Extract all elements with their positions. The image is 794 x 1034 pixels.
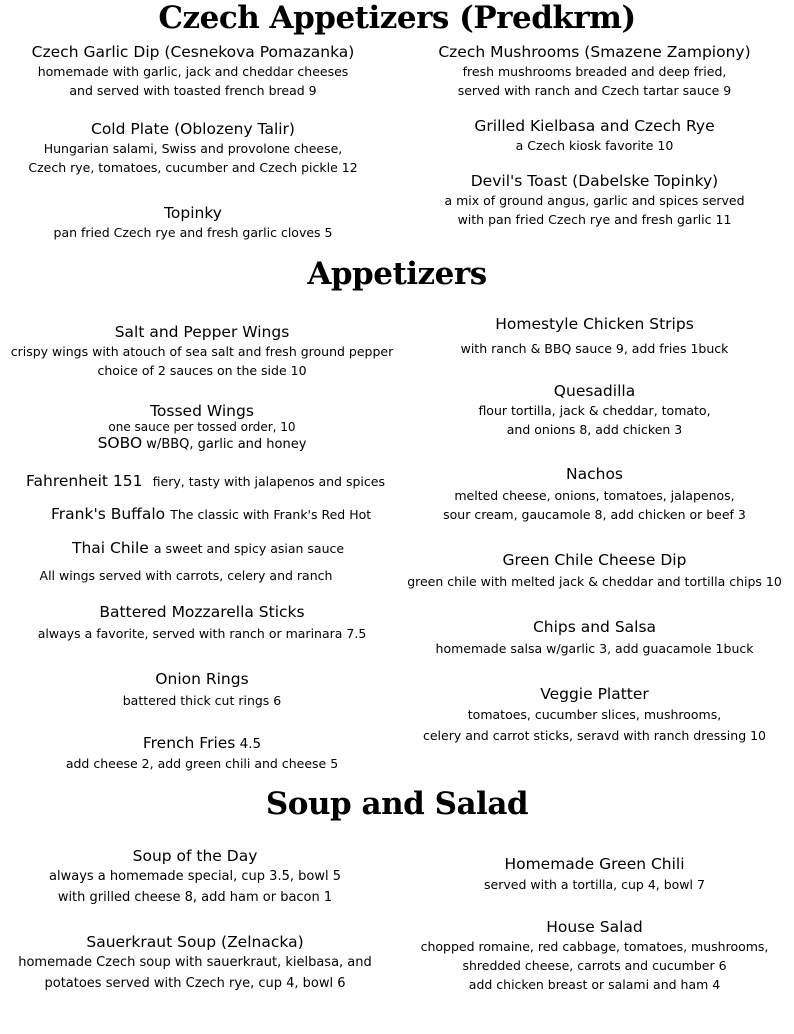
item-name: Quesadilla <box>553 382 636 400</box>
item-desc: with grilled cheese 8, add ham or bacon 1 <box>57 890 333 905</box>
item-desc: sour cream, gaucamole 8, add chicken or beef 3 <box>443 507 746 522</box>
sauce-desc: a sweet and spicy asian sauce <box>153 541 345 556</box>
item-desc: chopped romaine, red cabbage, tomatoes, mushrooms, <box>420 939 769 954</box>
sauce-name: Thai Chile <box>72 539 149 557</box>
item-name: Homemade Green Chili <box>504 855 685 873</box>
menu-item-nachos <box>395 465 794 524</box>
item-desc: battered thick cut rings 6 <box>122 693 282 708</box>
menu-item-devils-toast <box>395 172 794 229</box>
item-desc: add cheese 2, add green chili and cheese 5 <box>65 756 339 771</box>
item-desc: choice of 2 sauces on the side 10 <box>97 363 307 378</box>
item-name: Nachos <box>566 465 623 483</box>
item-desc: Hungarian salami, Swiss and provolone cheese, <box>43 141 343 156</box>
item-desc: served with ranch and Czech tartar sauce 9 <box>457 83 732 98</box>
item-desc: crispy wings with atouch of sea salt and fresh ground pepper <box>10 344 394 359</box>
sobo-line <box>0 433 404 454</box>
item-desc: homemade salsa w/garlic 3, add guacamole 1buck <box>435 641 754 656</box>
item-desc: green chile with melted jack & cheddar and tortilla chips 10 <box>407 574 782 589</box>
menu-item-soup-of-the-day <box>0 847 390 908</box>
item-desc: Czech rye, tomatoes, cucumber and Czech pickle 12 <box>28 160 358 175</box>
menu-item-onion-rings <box>0 670 404 710</box>
item-name: Czech Garlic Dip (Cesnekova Pomazanka) <box>31 43 355 61</box>
item-name: Grilled Kielbasa and Czech Rye <box>474 117 715 135</box>
item-desc: add chicken breast or salami and ham 4 <box>468 977 721 992</box>
item-desc: served with a tortilla, cup 4, bowl 7 <box>484 877 705 892</box>
item-desc: melted cheese, onions, tomatoes, jalapenos, <box>454 488 735 503</box>
sauce-name-sobo: SOBO <box>97 434 143 452</box>
item-desc: fresh mushrooms breaded and deep fried, <box>462 64 727 79</box>
menu-item-tossed-wings <box>0 402 404 454</box>
section-title-appetizers: Appetizers <box>307 256 487 292</box>
menu-item-grilled-kielbasa <box>395 117 794 155</box>
item-name: Sauerkraut Soup (Zelnacka) <box>86 933 304 951</box>
item-desc: shredded cheese, carrots and cucumber 6 <box>462 958 727 973</box>
item-desc: one sauce per tossed order, 10 <box>108 420 296 434</box>
menu-item-czech-garlic-dip <box>0 43 386 100</box>
item-desc: homemade Czech soup with sauerkraut, kielbasa, and <box>18 955 372 970</box>
menu-item-house-salad <box>395 918 794 994</box>
item-name: Salt and Pepper Wings <box>114 323 290 341</box>
sauce-desc: The classic with Frank's Red Hot <box>170 507 372 522</box>
item-desc: homemade with garlic, jack and cheddar cheeses <box>37 64 349 79</box>
sauce-name: Fahrenheit 151 <box>26 472 143 490</box>
menu-item-chips-salsa <box>395 618 794 658</box>
menu-item-french-fries <box>0 733 404 773</box>
item-name: Battered Mozzarella Sticks <box>99 603 305 621</box>
sauce-thai-chile <box>72 538 344 557</box>
wings-note-text: All wings served with carrots, celery and ranch <box>39 568 333 583</box>
sauce-franks-buffalo <box>51 504 371 523</box>
item-desc: tomatoes, cucumber slices, mushrooms, <box>467 707 722 722</box>
item-name: Devil's Toast (Dabelske Topinky) <box>470 172 719 190</box>
menu-item-topinky <box>0 204 386 242</box>
item-desc: potatoes served with Czech rye, cup 4, bowl 6 <box>44 976 346 991</box>
item-name: French Fries <box>142 734 236 752</box>
menu-item-green-chili <box>395 855 794 894</box>
item-desc: a Czech kiosk favorite 10 <box>515 138 674 153</box>
sauce-desc-sobo: w/BBQ, garlic and honey <box>142 437 307 452</box>
item-desc: always a favorite, served with ranch or marinara 7.5 <box>37 626 367 641</box>
item-desc: flour tortilla, jack & cheddar, tomato, <box>478 403 711 418</box>
menu-item-salt-pepper-wings <box>0 323 404 380</box>
item-name: Veggie Platter <box>540 685 649 703</box>
sauce-desc: fiery, tasty with jalapenos and spices <box>152 474 385 489</box>
item-name: Homestyle Chicken Strips <box>495 315 694 333</box>
item-price: 4.5 <box>235 736 262 752</box>
menu-item-green-chile-cheese-dip <box>395 551 794 591</box>
menu-item-sauerkraut-soup <box>0 933 390 994</box>
item-desc: with ranch & BBQ sauce 9, add fries 1buck <box>460 341 729 356</box>
menu-item-veggie-platter <box>395 685 794 745</box>
menu-item-czech-mushrooms <box>395 43 794 100</box>
item-name: Soup of the Day <box>132 847 258 865</box>
item-name: Onion Rings <box>155 670 249 688</box>
menu-item-quesadilla <box>395 382 794 439</box>
sauce-fahrenheit-151 <box>26 471 385 490</box>
item-desc: a mix of ground angus, garlic and spices served <box>444 193 745 208</box>
item-desc: and served with toasted french bread 9 <box>69 83 317 98</box>
item-name: Czech Mushrooms (Smazene Zampiony) <box>438 43 751 61</box>
wings-note <box>0 566 372 585</box>
item-desc: always a homemade special, cup 3.5, bowl 5 <box>49 869 341 884</box>
menu-item-cold-plate <box>0 120 386 177</box>
item-name-line <box>0 733 404 754</box>
item-name: House Salad <box>546 918 643 936</box>
item-desc: with pan fried Czech rye and fresh garlic 11 <box>457 212 732 227</box>
item-desc: pan fried Czech rye and fresh garlic cloves 5 <box>53 225 333 240</box>
item-desc: and onions 8, add chicken 3 <box>506 422 683 437</box>
item-name: Tossed Wings <box>150 402 254 420</box>
menu-item-mozzarella-sticks <box>0 603 404 643</box>
item-name: Cold Plate (Oblozeny Talir) <box>91 120 295 138</box>
item-desc: celery and carrot sticks, seravd with ranch dressing 10 <box>422 728 767 743</box>
item-name: Green Chile Cheese Dip <box>502 551 687 569</box>
item-name: Chips and Salsa <box>532 618 657 636</box>
item-name: Topinky <box>164 204 222 222</box>
menu-item-chicken-strips <box>395 315 794 358</box>
section-title-soup-salad: Soup and Salad <box>265 786 529 822</box>
section-title-czech-appetizers: Czech Appetizers (Predkrm) <box>158 0 636 36</box>
sauce-name: Frank's Buffalo <box>51 505 166 523</box>
